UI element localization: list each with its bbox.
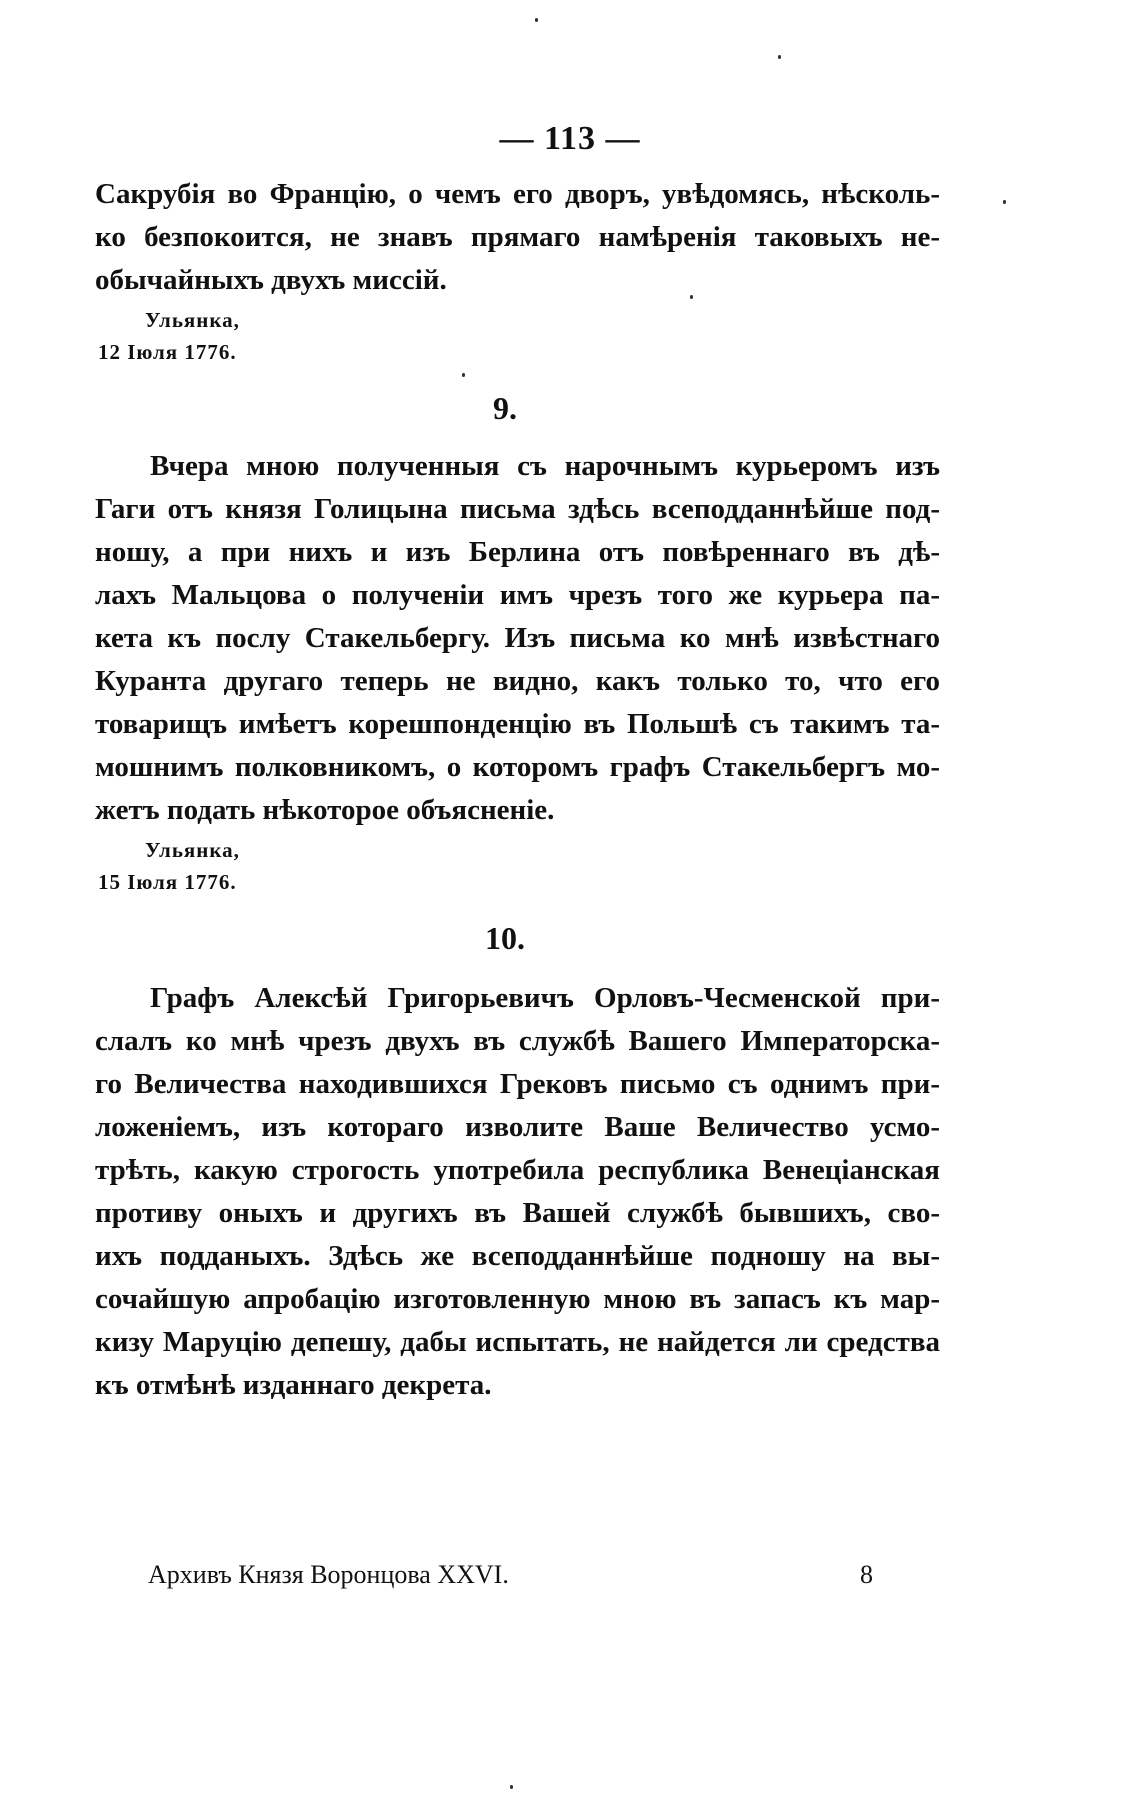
footer-sheet-number: 8 [860, 1560, 873, 1589]
text-line: кизу Маруцію депешу, дабы испытать, не найдется ли средства [95, 1326, 940, 1358]
text-line: жетъ подать нѣкоторое объясненіе. [95, 794, 555, 826]
text-line: Графъ Алексѣй Григорьевичъ Орловъ-Чесменской при- [150, 982, 940, 1014]
text-line: къ отмѣнѣ изданнаго декрета. [95, 1369, 492, 1401]
scan-speck [778, 55, 781, 59]
text-line: трѣть, какую строгость употребила республика Венеціанская [95, 1154, 940, 1186]
text-line: Сакрубія во Францію, о чемъ его дворъ, увѣдомясь, нѣсколь- [95, 178, 940, 210]
text-line: слалъ ко мнѣ чрезъ двухъ въ службѣ Вашего Императорска- [95, 1025, 940, 1057]
signoff-place: Ульянка, [145, 838, 240, 862]
text-line: Вчера мною полученныя съ нарочнымъ курьеромъ изъ [150, 450, 940, 482]
text-line: ко безпокоится, не знавъ прямаго намѣренія таковыхъ не- [95, 221, 940, 253]
text-line: товарищъ имѣетъ корешпонденцію въ Польшѣ съ такимъ та- [95, 708, 940, 740]
scan-speck [462, 373, 465, 377]
signoff-date: 15 Іюля 1776. [98, 870, 237, 894]
scan-speck [535, 18, 538, 22]
text-line: ношу, а при нихъ и изъ Берлина отъ повѣреннаго въ дѣ- [95, 536, 940, 568]
text-line: ложеніемъ, изъ котораго изволите Ваше Величество усмо- [95, 1111, 940, 1143]
text-line: кета къ послу Стакельбергу. Изъ письма ко мнѣ извѣстнаго [95, 622, 940, 654]
text-line: противу оныхъ и другихъ въ Вашей службѣ бывшихъ, сво- [95, 1197, 940, 1229]
text-line: мошнимъ полковникомъ, о которомъ графъ Стакельбергъ мо- [95, 751, 940, 783]
section-number: 10. [485, 920, 525, 956]
text-line: обычайныхъ двухъ миссій. [95, 264, 447, 296]
page-number: — 113 — [499, 120, 641, 157]
text-line: Куранта другаго теперь не видно, какъ только то, что его [95, 665, 940, 697]
scan-speck [1003, 200, 1006, 204]
scan-speck [510, 1785, 513, 1789]
section-number: 9. [493, 390, 517, 426]
text-line: ихъ подданыхъ. Здѣсь же всеподданнѣйше подношу на вы- [95, 1240, 940, 1272]
text-line: лахъ Мальцова о полученіи имъ чрезъ того же курьера па- [95, 579, 940, 611]
footer-title: Архивъ Князя Воронцова XXVI. [148, 1560, 509, 1589]
signoff-date: 12 Іюля 1776. [98, 340, 237, 364]
scan-speck [690, 295, 693, 299]
signoff-place: Ульянка, [145, 308, 240, 332]
text-line: го Величества находившихся Грековъ письмо съ однимъ при- [95, 1068, 940, 1100]
text-line: Гаги отъ князя Голицына письма здѣсь всеподданнѣйше под- [95, 493, 940, 525]
text-line: сочайшую апробацію изготовленную мною въ запасъ къ мар- [95, 1283, 940, 1315]
